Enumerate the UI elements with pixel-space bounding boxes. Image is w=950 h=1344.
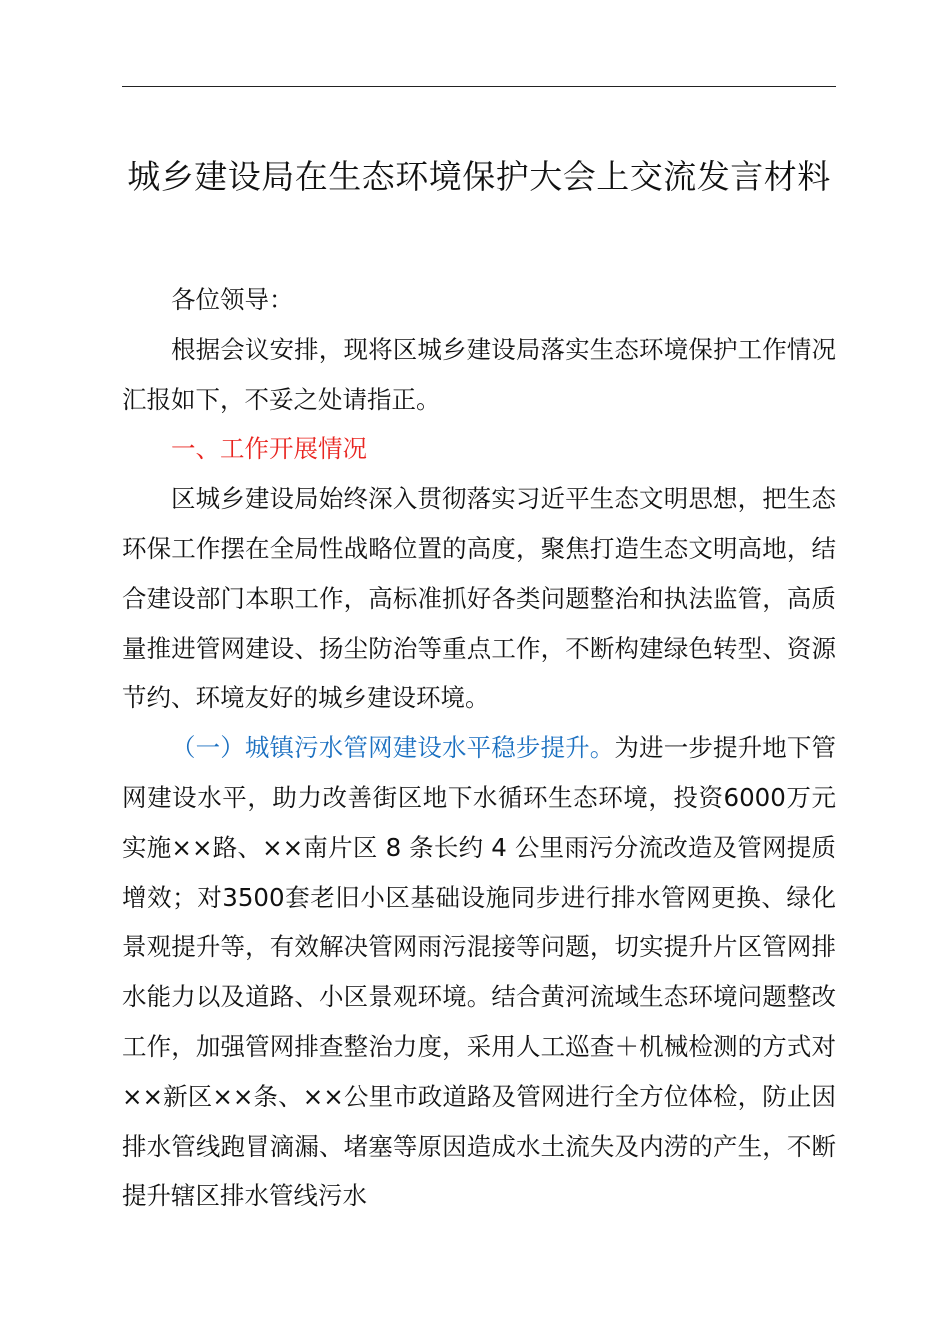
document-body (122, 275, 836, 1221)
document-title: 城乡建设局在生态环境保护大会上交流发言材料 (127, 157, 831, 196)
intro-paragraph: 根据会议安排，现将区城乡建设局落实生态环境保护工作情况汇报如下，不妥之处请指正。 (122, 334, 836, 414)
salutation: 各位领导： (171, 285, 294, 314)
subsection-heading: （一）城镇污水管网建设水平稳步提升。 (171, 733, 615, 763)
header-rule (122, 86, 836, 87)
section-heading: 一、工作开展情况 (171, 434, 367, 464)
sewer-network-paragraph (122, 723, 836, 1221)
overview-paragraph: 区城乡建设局始终深入贯彻落实习近平生态文明思想，把生态环保工作摆在全局性战略位置的高度，聚焦打造生态文明高地，结合建设部门本职工作，高标准抓好各类问题整治和执法监管，高质量推进管网建设、扬尘防治等重点工作，不断构建绿色转型、资源节约、环境友好的城乡建设环境。 (122, 484, 836, 713)
sewer-network-text: 为进一步提升地下管网建设水平，助力改善街区地下水循环生态环境，投资6000万元实施××路、××南片区 8 条长约 4 公里雨污分流改造及管网提质增效；对3500套老旧小区基础设施同步进行排水管网更换、绿化景观提升等，有效解决管网雨污混接等问题，切实提升片区管网排水能力以及道路、小区景观环境。结合黄河流域生态环境问题整改工作，加强管网排查整治力度，采用人工巡查＋机械检测的方式对××新区××条、××公里市政道路及管网进行全方位体检，防止因排水管线跑冒滴漏、堵塞等原因造成水土流失及内涝的产生，不断提升辖区排水管线污水 (122, 733, 836, 1211)
